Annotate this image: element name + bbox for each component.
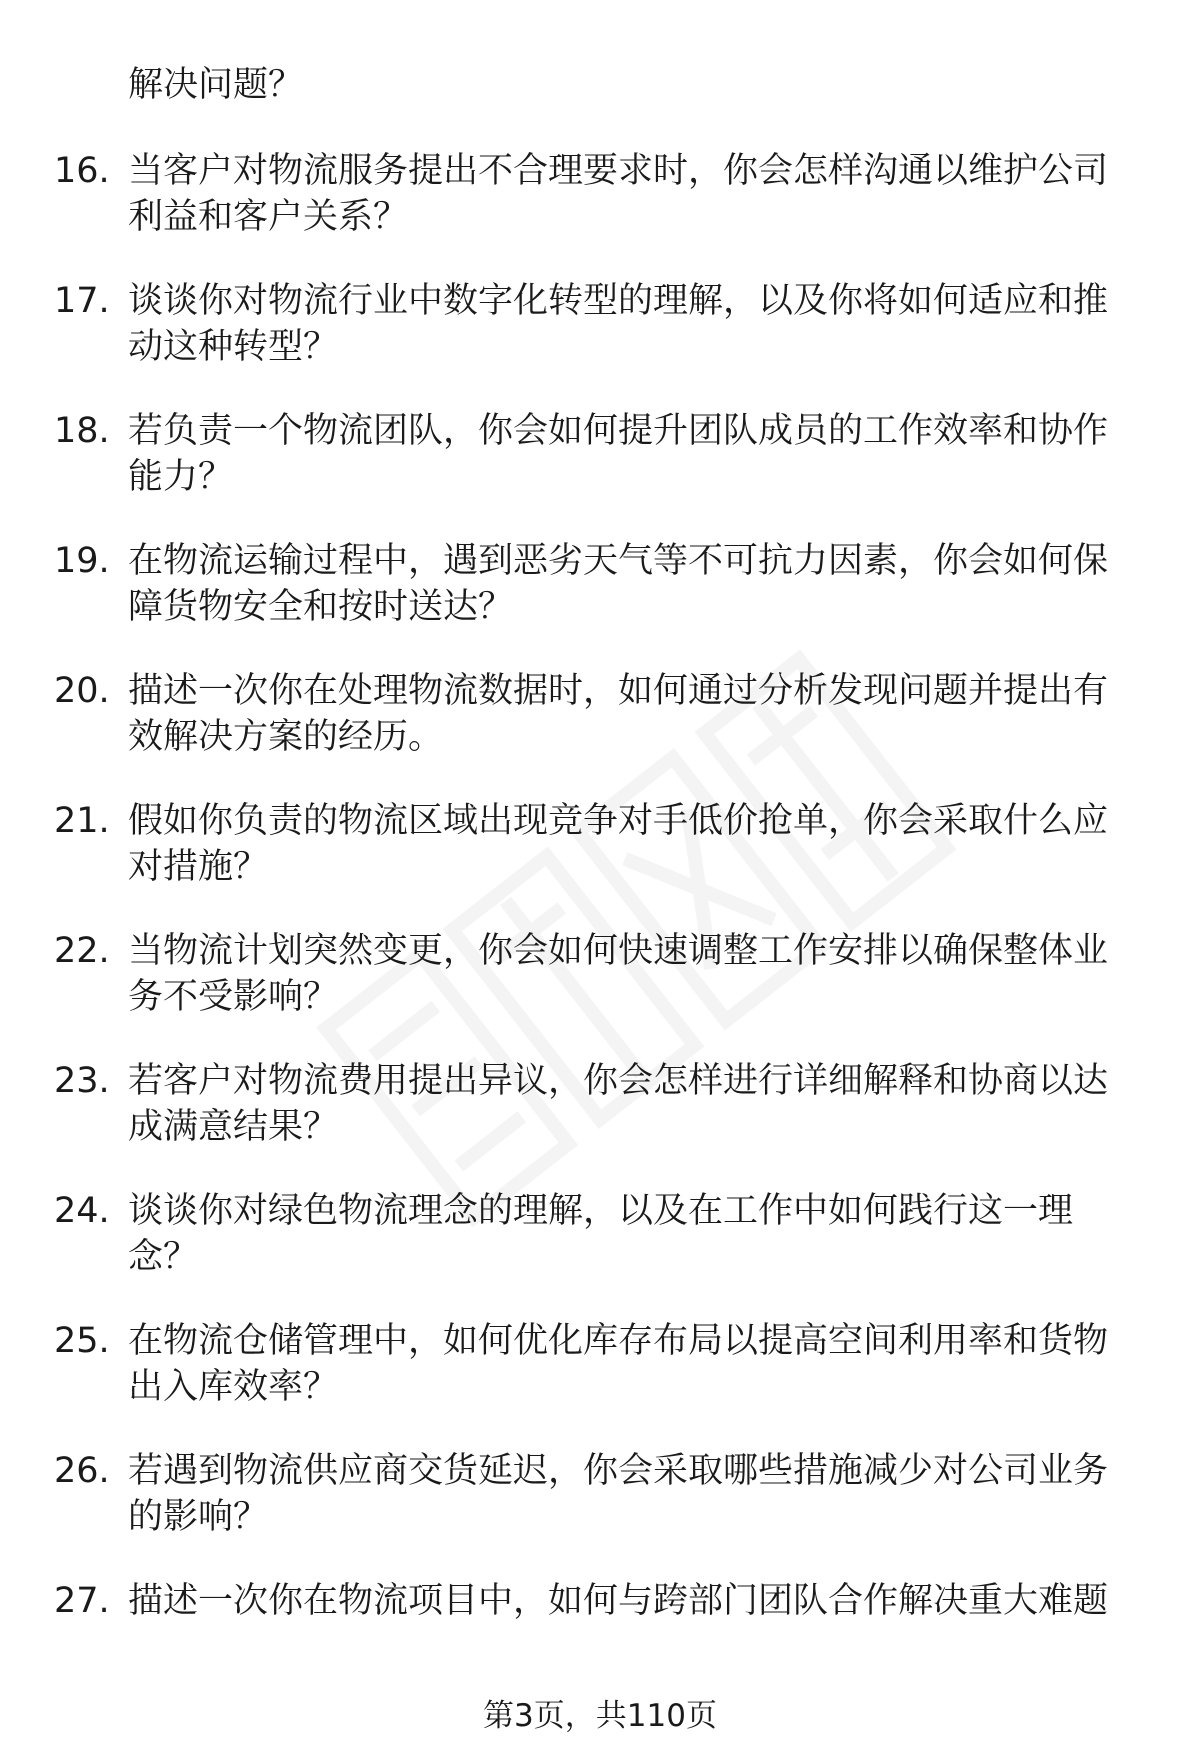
question-number: 27. xyxy=(54,1581,110,1621)
question-text: 谈谈你对物流行业中数字化转型的理解，以及你将如何适应和推动这种转型？ xyxy=(128,281,1109,367)
question-number: 23. xyxy=(54,1061,110,1101)
question-number: 25. xyxy=(54,1321,110,1361)
question-text: 当物流计划突然变更，你会如何快速调整工作安排以确保整体业务不受影响？ xyxy=(128,931,1109,1017)
page-footer: 第3页，共110页 xyxy=(483,1698,717,1734)
question-item xyxy=(0,798,1200,928)
question-item xyxy=(0,1578,1200,1708)
question-item xyxy=(0,1188,1200,1318)
question-number: 20. xyxy=(54,671,110,711)
question-number: 16. xyxy=(54,151,110,191)
question-text: 描述一次你在物流项目中，如何与跨部门团队合作解决重大难题 xyxy=(128,1581,1109,1621)
question-text: 在物流运输过程中，遇到恶劣天气等不可抗力因素，你会如何保障货物安全和按时送达？ xyxy=(128,541,1109,627)
question-item xyxy=(0,278,1200,408)
question-item xyxy=(0,668,1200,798)
question-item xyxy=(0,148,1200,278)
question-text: 若负责一个物流团队，你会如何提升团队成员的工作效率和协作能力？ xyxy=(128,411,1109,497)
question-number: 21. xyxy=(54,801,110,841)
question-text: 当客户对物流服务提出不合理要求时，你会怎样沟通以维护公司利益和客户关系？ xyxy=(128,151,1109,237)
question-number: 24. xyxy=(54,1191,110,1231)
question-number: 17. xyxy=(54,281,110,321)
question-item xyxy=(0,928,1200,1058)
question-number: 19. xyxy=(54,541,110,581)
question-text: 若遇到物流供应商交货延迟，你会采取哪些措施减少对公司业务的影响？ xyxy=(128,1451,1109,1537)
question-text: 在物流仓储管理中，如何优化库存布局以提高空间利用率和货物出入库效率？ xyxy=(128,1321,1109,1407)
question-item xyxy=(0,538,1200,668)
question-item xyxy=(0,1448,1200,1578)
question-text: 描述一次你在处理物流数据时，如何通过分析发现问题并提出有效解决方案的经历。 xyxy=(128,671,1109,757)
question-text: 假如你负责的物流区域出现竞争对手低价抢单，你会采取什么应对措施？ xyxy=(128,801,1109,887)
question-number: 26. xyxy=(54,1451,110,1491)
question-text: 谈谈你对绿色物流理念的理解，以及在工作中如何践行这一理念？ xyxy=(128,1191,1074,1277)
question-list xyxy=(0,148,1200,1708)
question-item xyxy=(0,1058,1200,1188)
continuation-text: 解决问题？ xyxy=(128,65,304,105)
question-item xyxy=(0,1318,1200,1448)
question-number: 22. xyxy=(54,931,110,971)
question-text: 若客户对物流费用提出异议，你会怎样进行详细解释和协商以达成满意结果？ xyxy=(128,1061,1109,1147)
question-number: 18. xyxy=(54,411,110,451)
question-item xyxy=(0,408,1200,538)
